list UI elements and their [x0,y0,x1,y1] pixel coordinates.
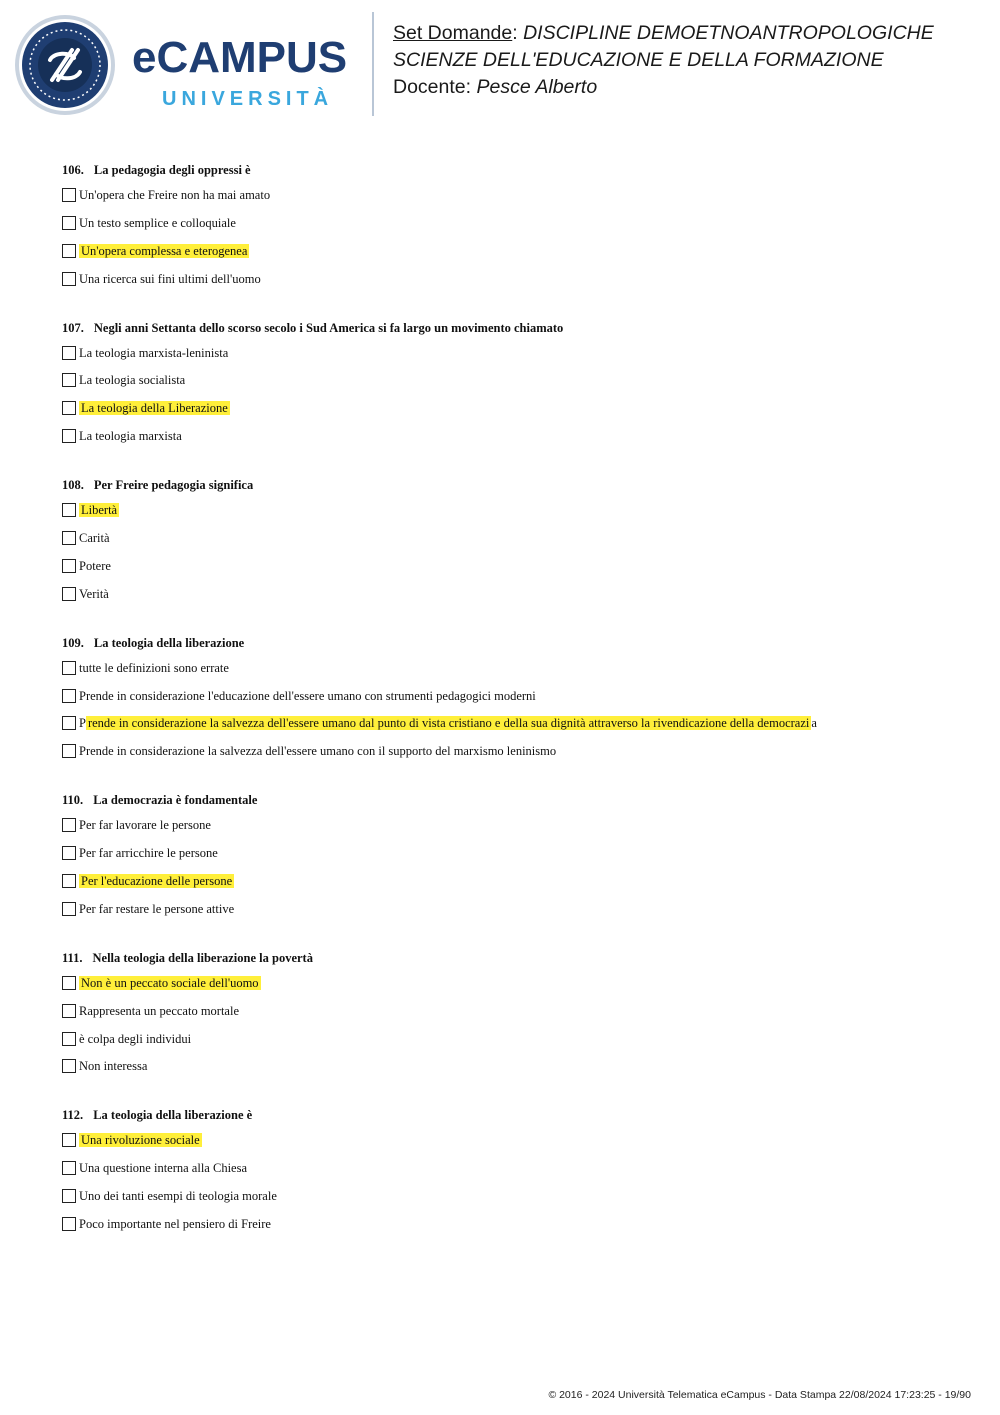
question-number: 111. [62,950,83,965]
answer-option[interactable] [62,715,962,743]
answer-checkbox[interactable] [62,429,76,443]
answer-text [79,215,236,231]
question-108 [62,476,962,614]
question-title [62,949,962,967]
answer-text [79,530,110,546]
answer-text [79,688,536,704]
answer-checkbox[interactable] [62,716,76,730]
question-number: 106. [62,163,84,177]
answer-checkbox[interactable] [62,1004,76,1018]
answer-text-part: La teologia marxista-leninista [79,345,229,360]
answer-checkbox[interactable] [62,1032,76,1046]
answer-option[interactable] [62,660,962,688]
answer-text-part: La teologia socialista [79,373,186,388]
answer-text-part: Prende in considerazione la salvezza dell'essere umano con il supporto del marxismo leninismo [79,744,557,759]
question-number: 107. [62,320,84,335]
brand-name: eCAMPUS [132,33,348,82]
answer-text [79,901,234,917]
question-110 [62,791,962,929]
answer-text-part: P [79,716,86,731]
answer-option[interactable] [62,1031,962,1059]
answer-text [79,558,111,574]
answer-checkbox[interactable] [62,531,76,545]
answer-text [79,743,556,759]
answer-checkbox[interactable] [62,1161,76,1175]
question-text: Per Freire pedagogia significa [93,478,254,493]
answer-text [79,975,261,991]
answer-text [79,586,109,602]
answer-option[interactable] [62,271,962,299]
answer-text-part: Una ricerca sui fini ultimi dell'uomo [79,271,261,286]
teacher-line: Docente: Pesce Alberto [393,76,598,98]
answer-checkbox[interactable] [62,346,76,360]
answer-text-part: Per far restare le persone attive [79,901,235,916]
question-text: Negli anni Settanta dello scorso secolo i Sud America si fa largo un movimento chiamato [93,320,564,335]
answer-checkbox[interactable] [62,976,76,990]
answer-text [79,372,185,388]
course-line-1: DISCIPLINE DEMOETNOANTROPOLOGICHE [523,22,934,44]
answer-text [79,345,228,361]
university-seal-icon [14,14,116,116]
question-112 [62,1106,962,1244]
highlighted-answer: Un'opera complessa e eterogenea [81,243,248,258]
answer-text [79,1058,147,1074]
question-title [62,476,962,494]
answer-checkbox[interactable] [62,587,76,601]
answer-text [79,817,211,833]
question-107 [62,319,962,457]
answer-option[interactable] [62,345,962,373]
answer-checkbox[interactable] [62,1189,76,1203]
highlighted-answer: rende in considerazione la salvezza dell'essere umano dal punto di vista cristiano e della sua dignità attraverso la rivendicazione della democrazi [87,716,810,731]
ecampus-logo [14,14,354,116]
answer-text-part: Una questione interna alla Chiesa [79,1161,247,1176]
question-title [62,1106,962,1124]
question-text: Nella teologia della liberazione la povertà [92,950,313,965]
answer-option[interactable] [62,1003,962,1031]
answer-checkbox[interactable] [62,661,76,675]
answer-text [79,400,230,416]
answer-option[interactable] [62,975,962,1003]
question-title [62,634,962,652]
answer-checkbox[interactable] [62,244,76,258]
question-title [62,319,962,337]
answer-option[interactable] [62,1058,962,1086]
answer-option[interactable] [62,558,962,586]
answer-text [79,1216,271,1232]
question-text: La pedagogia degli oppressi è [93,163,251,177]
answer-text-part: è colpa degli individui [79,1031,192,1046]
answer-text [79,1003,239,1019]
header-text [393,20,934,101]
question-list [62,161,962,1264]
highlighted-answer: Una rivoluzione sociale [81,1133,200,1148]
answer-option[interactable] [62,187,962,215]
answer-text [79,243,249,259]
answer-checkbox[interactable] [62,1217,76,1231]
answer-text [79,187,270,203]
answer-checkbox[interactable] [62,216,76,230]
question-text: La democrazia è fondamentale [93,793,258,808]
highlighted-answer: Non è un peccato sociale dell'uomo [81,975,259,990]
answer-option[interactable] [62,502,962,530]
answer-checkbox[interactable] [62,1133,76,1147]
answer-checkbox[interactable] [62,689,76,703]
answer-text-part: Poco importante nel pensiero di Freire [79,1217,271,1232]
question-number: 108. [62,478,84,493]
answer-text-part: Per far lavorare le persone [79,818,211,833]
answer-option[interactable] [62,400,962,428]
answer-option[interactable] [62,1188,962,1216]
answer-option[interactable] [62,845,962,873]
answer-text-part: Rappresenta un peccato mortale [79,1003,239,1018]
answer-option[interactable] [62,688,962,716]
answer-option[interactable] [62,1216,962,1244]
answer-checkbox[interactable] [62,874,76,888]
answer-option[interactable] [62,586,962,614]
answer-text-part: Non interessa [79,1059,148,1074]
set-label: Set Domande [393,22,513,44]
question-title [62,791,962,809]
teacher-name: Pesce Alberto [476,76,598,98]
answer-text [79,1031,191,1047]
question-number: 112. [62,1108,84,1123]
answer-option[interactable] [62,243,962,271]
answer-checkbox[interactable] [62,559,76,573]
answer-text-part: tutte le definizioni sono errate [79,660,229,675]
highlighted-answer: La teologia della Liberazione [81,401,228,416]
answer-checkbox[interactable] [62,744,76,758]
answer-text-part: Un testo semplice e colloquiale [79,215,236,230]
answer-option[interactable] [62,1132,962,1160]
answer-text [79,1188,277,1204]
question-111 [62,949,962,1087]
answer-option[interactable] [62,1160,962,1188]
answer-checkbox[interactable] [62,188,76,202]
answer-checkbox[interactable] [62,846,76,860]
answer-text-part: Prende in considerazione l'educazione dell'essere umano con strumenti pedagogici moderni [79,688,536,703]
answer-text [79,845,218,861]
question-title [62,161,962,179]
question-number: 110. [62,793,84,808]
answer-option[interactable] [62,743,962,771]
answer-text [79,715,817,731]
answer-text-part: Potere [79,558,111,573]
answer-checkbox[interactable] [62,373,76,387]
answer-text-part: Verità [79,586,109,601]
course-line-2: SCIENZE DELL'EDUCAZIONE E DELLA FORMAZIONE [393,49,884,71]
answer-option[interactable] [62,873,962,901]
page-footer: © 2016 - 2024 Università Telematica eCampus - Data Stampa 22/08/2024 17:23:25 - 19/90 [548,1389,971,1401]
answer-checkbox[interactable] [62,503,76,517]
answer-option[interactable] [62,901,962,929]
answer-text [79,1132,202,1148]
answer-text-part: Uno dei tanti esempi di teologia morale [79,1189,277,1204]
answer-text [79,428,182,444]
answer-text-part: Carità [79,531,110,546]
answer-text-part: La teologia marxista [79,429,182,444]
answer-checkbox[interactable] [62,272,76,286]
page-header [0,0,1000,130]
answer-text [79,873,234,889]
answer-option[interactable] [62,372,962,400]
question-text: La teologia della liberazione [93,635,245,650]
answer-checkbox[interactable] [62,401,76,415]
answer-text [79,271,261,287]
answer-text [79,1160,247,1176]
header-divider [372,12,374,116]
answer-text-part: a [811,716,817,731]
question-109 [62,634,962,772]
question-text: La teologia della liberazione è [93,1108,253,1123]
answer-option[interactable] [62,428,962,456]
question-106 [62,161,962,299]
answer-checkbox[interactable] [62,902,76,916]
teacher-label: Docente [393,76,466,98]
question-number: 109. [62,635,84,650]
answer-checkbox[interactable] [62,818,76,832]
answer-option[interactable] [62,215,962,243]
answer-text-part: Un'opera che Freire non ha mai amato [79,188,271,202]
answer-text [79,502,119,518]
highlighted-answer: Libertà [81,503,118,518]
brand-subtitle: UNIVERSITÀ [162,88,334,110]
highlighted-answer: Per l'educazione delle persone [81,874,233,889]
answer-option[interactable] [62,530,962,558]
answer-text [79,660,229,676]
set-line: Set Domande: DISCIPLINE DEMOETNOANTROPOLOGICHE [393,22,934,44]
answer-text-part: Per far arricchire le persone [79,846,218,861]
answer-checkbox[interactable] [62,1059,76,1073]
answer-option[interactable] [62,817,962,845]
